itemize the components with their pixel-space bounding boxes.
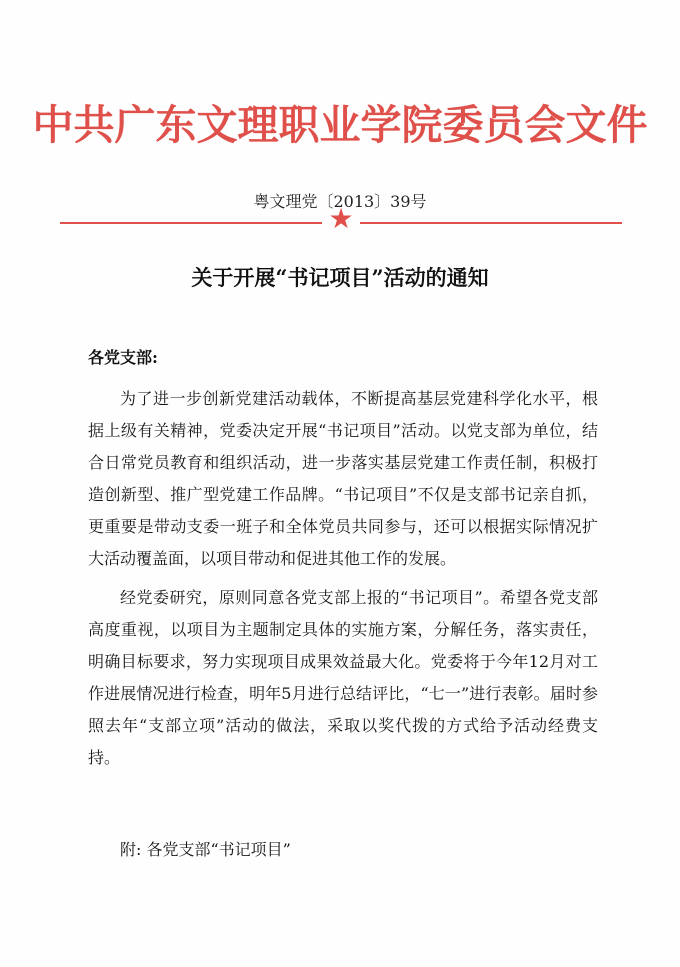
document-number: 粤文理党〔2013〕39号 [253,192,427,211]
star-icon: ★ [328,202,354,235]
paragraph: 经党委研究，原则同意各党支部上报的“书记项目”。希望各党支部高度重视，以项目为主题制定具体的实施方案，分解任务，落实责任，明确目标要求，努力实现项目成果效益最大化。党委将于今年12月对工作进展情况进行检查，明年5月进行总结评比，“七一”进行表彰。届时参照去年“支部立项”活动的做法，采取以奖代拨的方式给予活动经费支持。 [88,588,598,767]
red-rule-left [60,222,322,224]
attachment-line: 附: 各党支部“书记项目” [120,840,291,859]
paragraph: 为了进一步创新党建活动载体，不断提高基层党建科学化水平，根据上级有关精神，党委决定开展“书记项目”活动。以党支部为单位，结合日常党员教育和组织活动，进一步落实基层党建工作责任制，积极打造创新型、推广型党建工作品牌。“书记项目”不仅是支部书记亲自抓，更重要是带动支委一班子和全体党员共同参与，还可以根据实际情况扩大活动覆盖面，以项目带动和促进其他工作的发展。 [88,389,598,568]
masthead-title: 中共广东文理职业学院委员会文件 [32,101,648,149]
red-rule-right [360,222,622,224]
salutation: 各党支部: [88,348,158,367]
body-text [88,383,598,774]
notice-title: 关于开展“书记项目”活动的通知 [191,265,489,290]
